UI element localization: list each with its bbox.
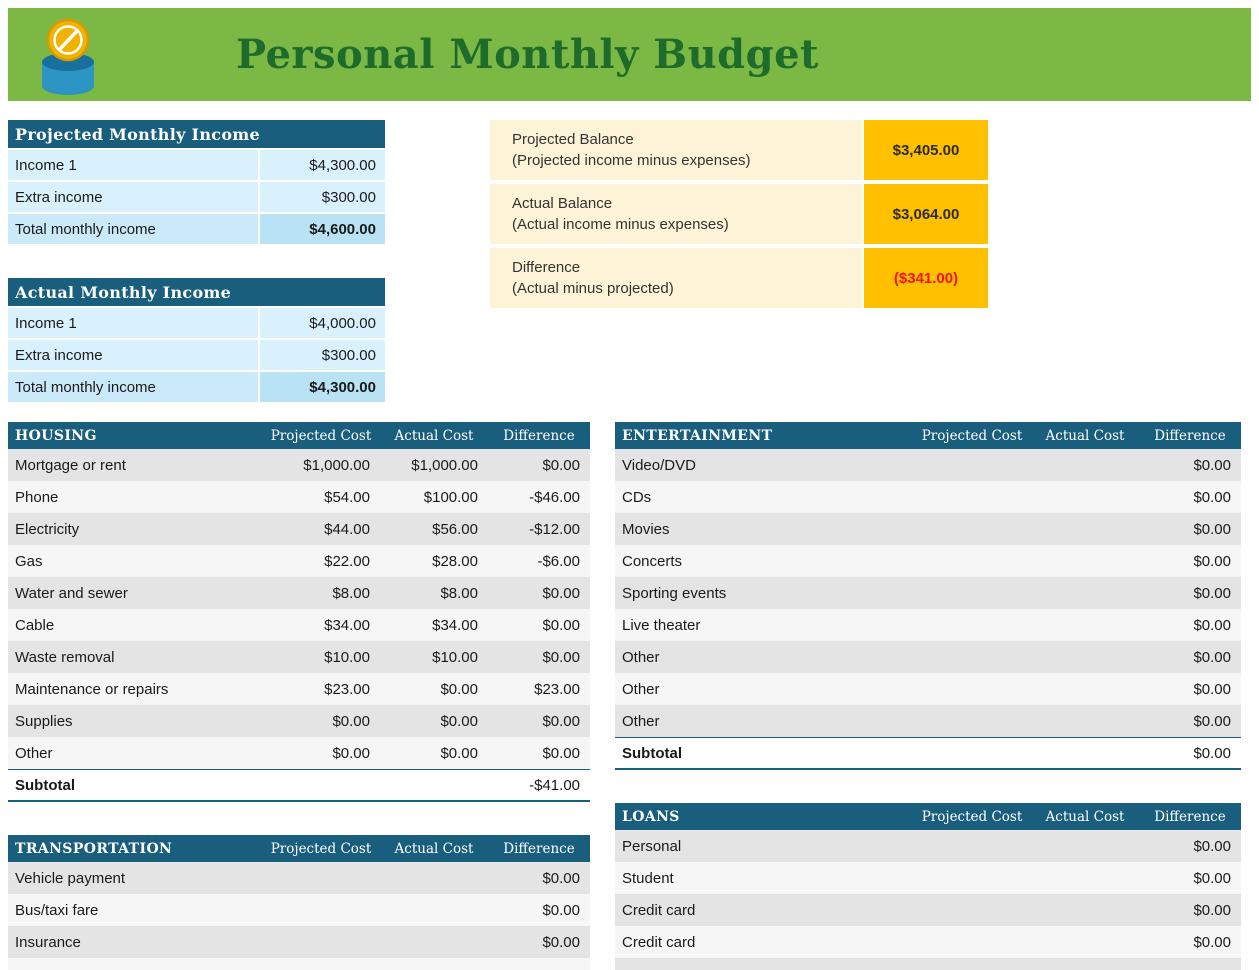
balance-label-main: Difference xyxy=(512,259,581,276)
expense-row xyxy=(615,449,1241,481)
expense-row xyxy=(8,958,590,970)
housing-subtotal-row xyxy=(8,769,590,802)
difference-cell[interactable]: -$6.00 xyxy=(537,552,580,570)
projected-income-table xyxy=(8,120,385,244)
difference-cell[interactable]: $0.00 xyxy=(1193,680,1231,698)
expense-name-cell[interactable]: Live theater xyxy=(622,616,701,634)
expense-name-cell[interactable]: CDs xyxy=(622,488,652,506)
difference-header: Difference xyxy=(1154,427,1226,444)
transportation-title: TRANSPORTATION xyxy=(15,840,173,857)
balance-label-main: Projected Balance xyxy=(512,131,634,148)
projected-cost-cell[interactable]: $0.00 xyxy=(332,712,370,730)
income-label-cell[interactable]: Income 1 xyxy=(8,308,258,338)
difference-cell[interactable]: $0.00 xyxy=(1193,456,1231,474)
actual-income-table xyxy=(8,278,385,402)
difference-cell[interactable]: $0.00 xyxy=(1193,584,1231,602)
expense-row xyxy=(615,705,1241,737)
difference-cell[interactable]: $0.00 xyxy=(1193,616,1231,634)
income-column xyxy=(8,120,385,402)
expense-name-cell[interactable]: Water and sewer xyxy=(15,584,128,602)
expense-row xyxy=(8,705,590,737)
difference-cell[interactable]: $0.00 xyxy=(542,869,580,887)
income-value-cell[interactable]: $300.00 xyxy=(260,182,385,212)
actual-cost-header: Actual Cost xyxy=(394,840,474,857)
expense-name-cell[interactable]: Cable xyxy=(15,616,55,634)
expense-name-cell[interactable]: Video/DVD xyxy=(622,456,696,474)
subtotal-difference-cell[interactable]: $0.00 xyxy=(1193,744,1231,762)
expense-row xyxy=(8,737,590,769)
expense-row xyxy=(8,545,590,577)
actual-cost-header: Actual Cost xyxy=(1045,808,1125,825)
entertainment-header-row xyxy=(615,422,1241,449)
expense-row xyxy=(8,894,590,926)
actual-cost-cell[interactable]: $0.00 xyxy=(440,744,478,762)
difference-cell[interactable]: -$12.00 xyxy=(529,520,580,538)
difference-cell[interactable]: $0.00 xyxy=(1193,837,1231,855)
projected-cost-cell[interactable]: $10.00 xyxy=(324,648,370,666)
expense-row xyxy=(8,449,590,481)
balance-label-main: Actual Balance xyxy=(512,195,613,212)
difference-cell[interactable]: $0.00 xyxy=(542,933,580,951)
balance-label-sub: (Actual income minus expenses) xyxy=(512,216,729,233)
income-value-cell[interactable]: $4,000.00 xyxy=(260,308,385,338)
difference-cell[interactable]: $0.00 xyxy=(542,901,580,919)
balance-row xyxy=(490,184,988,244)
projected-cost-cell[interactable]: $23.00 xyxy=(324,680,370,698)
income-balance-section xyxy=(8,120,1251,402)
expense-name-cell[interactable]: Other xyxy=(622,648,660,666)
projected-cost-header: Projected Cost xyxy=(270,427,372,444)
difference-cell[interactable]: $0.00 xyxy=(1193,933,1231,951)
income-label-cell[interactable]: Extra income xyxy=(8,182,258,212)
actual-income-header: Actual Monthly Income xyxy=(8,278,385,306)
expense-row xyxy=(615,830,1241,862)
difference-header: Difference xyxy=(503,427,575,444)
expense-row xyxy=(8,673,590,705)
transportation-header-row xyxy=(8,835,590,862)
expense-column-left xyxy=(8,422,590,970)
balance-label-sub: (Projected income minus expenses) xyxy=(512,152,751,169)
loans-title: LOANS xyxy=(622,808,680,825)
income-total-label: Total monthly income xyxy=(8,214,258,244)
actual-cost-cell[interactable]: $56.00 xyxy=(432,520,478,538)
expense-name-cell[interactable]: Personal xyxy=(622,837,682,855)
income-value-cell[interactable]: $300.00 xyxy=(260,340,385,370)
page-title: Personal Monthly Budget xyxy=(235,31,820,78)
difference-cell[interactable]: $0.00 xyxy=(542,456,580,474)
actual-cost-cell[interactable]: $34.00 xyxy=(432,616,478,634)
actual-cost-cell[interactable]: $0.00 xyxy=(440,680,478,698)
expense-row xyxy=(8,862,590,894)
balance-value-cell[interactable]: ($341.00) xyxy=(864,248,988,308)
title-banner xyxy=(8,8,1251,101)
expense-row xyxy=(8,577,590,609)
income-label-cell[interactable]: Income 1 xyxy=(8,150,258,180)
difference-header: Difference xyxy=(1154,808,1226,825)
expense-row xyxy=(8,641,590,673)
expense-name-cell[interactable]: Other xyxy=(622,680,660,698)
difference-cell[interactable]: $0.00 xyxy=(1193,488,1231,506)
expense-name-cell[interactable]: Insurance xyxy=(15,933,81,951)
difference-cell[interactable]: $0.00 xyxy=(542,712,580,730)
expense-name-cell[interactable]: Mortgage or rent xyxy=(15,456,126,474)
income-total-row xyxy=(8,372,385,402)
balance-label xyxy=(490,184,862,244)
projected-cost-cell[interactable]: $54.00 xyxy=(324,488,370,506)
income-total-value[interactable]: $4,300.00 xyxy=(260,372,385,402)
expense-row xyxy=(615,958,1241,970)
balance-row xyxy=(490,120,988,180)
actual-cost-cell[interactable]: $0.00 xyxy=(440,712,478,730)
expense-name-cell[interactable]: Maintenance or repairs xyxy=(15,680,169,698)
expense-name-cell[interactable]: Gas xyxy=(15,552,43,570)
expense-row xyxy=(615,481,1241,513)
difference-cell[interactable]: $0.00 xyxy=(542,648,580,666)
difference-cell[interactable]: $0.00 xyxy=(542,744,580,762)
difference-cell[interactable]: $0.00 xyxy=(1193,552,1231,570)
entertainment-subtotal-row xyxy=(615,737,1241,770)
difference-cell[interactable]: $0.00 xyxy=(1193,869,1231,887)
difference-cell[interactable]: $0.00 xyxy=(1193,648,1231,666)
income-label-cell[interactable]: Extra income xyxy=(8,340,258,370)
expense-row xyxy=(615,894,1241,926)
expense-row xyxy=(615,513,1241,545)
expense-column-right xyxy=(615,422,1241,970)
housing-header-row xyxy=(8,422,590,449)
income-total-row xyxy=(8,214,385,244)
subtotal-label: Subtotal xyxy=(15,776,75,794)
expense-name-cell[interactable]: Supplies xyxy=(15,712,73,730)
difference-header: Difference xyxy=(503,840,575,857)
actual-cost-cell[interactable]: $28.00 xyxy=(432,552,478,570)
loans-header-row xyxy=(615,803,1241,830)
entertainment-table xyxy=(615,422,1241,770)
expense-row xyxy=(8,513,590,545)
expense-row xyxy=(615,609,1241,641)
expense-section xyxy=(8,422,1251,970)
income-row xyxy=(8,340,385,370)
projected-cost-header: Projected Cost xyxy=(921,427,1023,444)
expense-row xyxy=(615,926,1241,958)
expense-name-cell[interactable]: Electricity xyxy=(15,520,80,538)
difference-cell[interactable]: $0.00 xyxy=(542,616,580,634)
expense-name-cell[interactable]: Sporting events xyxy=(622,584,727,602)
transportation-table xyxy=(8,835,590,970)
actual-cost-header: Actual Cost xyxy=(394,427,474,444)
difference-cell[interactable]: $0.00 xyxy=(1193,712,1231,730)
housing-title: HOUSING xyxy=(15,427,97,444)
expense-name-cell[interactable]: Waste removal xyxy=(15,648,115,666)
subtotal-label: Subtotal xyxy=(622,744,682,762)
expense-row xyxy=(8,609,590,641)
balance-summary xyxy=(490,120,988,312)
entertainment-title: ENTERTAINMENT xyxy=(622,427,773,444)
projected-cost-cell[interactable]: $1,000.00 xyxy=(303,456,370,474)
difference-cell[interactable]: $0.00 xyxy=(1193,520,1231,538)
expense-name-cell[interactable]: Phone xyxy=(15,488,59,506)
difference-cell[interactable]: -$46.00 xyxy=(529,488,580,506)
coin-stack-icon xyxy=(22,12,114,98)
projected-cost-cell[interactable]: $44.00 xyxy=(324,520,370,538)
income-row xyxy=(8,150,385,180)
projected-cost-header: Projected Cost xyxy=(921,808,1023,825)
expense-name-cell[interactable]: Other xyxy=(15,744,53,762)
balance-value-cell[interactable]: $3,064.00 xyxy=(864,184,988,244)
income-row xyxy=(8,308,385,338)
balance-row xyxy=(490,248,988,308)
expense-row xyxy=(8,926,590,958)
projected-cost-cell[interactable]: $22.00 xyxy=(324,552,370,570)
expense-name-cell[interactable]: Credit card xyxy=(622,933,696,951)
balance-value-cell[interactable]: $3,405.00 xyxy=(864,120,988,180)
expense-name-cell[interactable]: Other xyxy=(622,712,660,730)
projected-cost-header: Projected Cost xyxy=(270,840,372,857)
income-total-label: Total monthly income xyxy=(8,372,258,402)
actual-cost-cell[interactable]: $1,000.00 xyxy=(411,456,478,474)
expense-row xyxy=(8,481,590,513)
expense-name-cell[interactable]: Credit card xyxy=(622,901,696,919)
projected-income-header: Projected Monthly Income xyxy=(8,120,385,148)
expense-name-cell[interactable]: Concerts xyxy=(622,552,683,570)
difference-cell[interactable]: $0.00 xyxy=(1193,901,1231,919)
actual-cost-header: Actual Cost xyxy=(1045,427,1125,444)
projected-cost-cell[interactable]: $0.00 xyxy=(332,744,370,762)
projected-cost-cell[interactable]: $8.00 xyxy=(332,584,370,602)
expense-row xyxy=(615,577,1241,609)
income-total-value[interactable]: $4,600.00 xyxy=(260,214,385,244)
actual-cost-cell[interactable]: $10.00 xyxy=(432,648,478,666)
projected-cost-cell[interactable]: $34.00 xyxy=(324,616,370,634)
loans-table xyxy=(615,803,1241,970)
actual-cost-cell[interactable]: $8.00 xyxy=(440,584,478,602)
expense-row xyxy=(615,641,1241,673)
expense-row xyxy=(615,862,1241,894)
expense-name-cell[interactable]: Bus/taxi fare xyxy=(15,901,99,919)
balance-label xyxy=(490,248,862,308)
expense-name-cell[interactable]: Student xyxy=(622,869,674,887)
actual-cost-cell[interactable]: $100.00 xyxy=(423,488,478,506)
balance-label xyxy=(490,120,862,180)
expense-row xyxy=(615,673,1241,705)
housing-table xyxy=(8,422,590,802)
difference-cell[interactable]: $0.00 xyxy=(542,584,580,602)
income-row xyxy=(8,182,385,212)
difference-cell[interactable]: $23.00 xyxy=(534,680,580,698)
expense-name-cell[interactable]: Vehicle payment xyxy=(15,869,126,887)
expense-name-cell[interactable]: Movies xyxy=(622,520,670,538)
income-value-cell[interactable]: $4,300.00 xyxy=(260,150,385,180)
balance-label-sub: (Actual minus projected) xyxy=(512,280,674,297)
subtotal-difference-cell[interactable]: -$41.00 xyxy=(529,776,580,794)
expense-row xyxy=(615,545,1241,577)
